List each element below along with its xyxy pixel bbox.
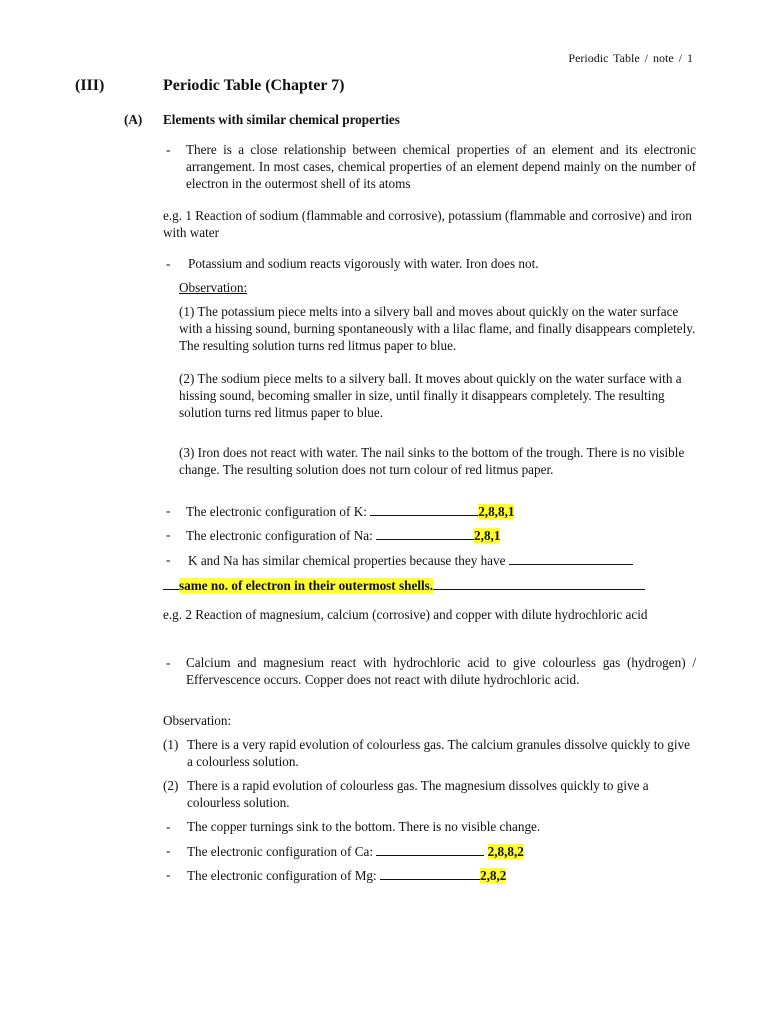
observation-2: There is a rapid evolution of colourless gas. The magnesium dissolves quickly to give a colourless solution. [187, 778, 649, 810]
section-title: Periodic Table (Chapter 7) [163, 77, 345, 94]
similar-answer-line [163, 576, 645, 594]
bullet-dash: - [166, 867, 171, 882]
bullet-dash: - [166, 256, 171, 271]
section-number: (III) [75, 77, 105, 94]
bullet-dash: - [166, 655, 171, 670]
bullet-dash: - [166, 503, 171, 518]
example-1-bullet: Potassium and sodium reacts vigorously with water. Iron does not. [188, 256, 539, 271]
config-mg-line [187, 866, 506, 884]
config-ca-line [187, 842, 524, 860]
bullet-dash: - [166, 552, 171, 567]
answer-blank [509, 551, 633, 565]
config-k-label: The electronic configuration of K: [186, 504, 367, 519]
bullet-dash: - [166, 142, 171, 157]
answer-blank [380, 866, 480, 880]
answer-blank [163, 576, 179, 590]
similar-line [188, 551, 633, 569]
config-k-answer: 2,8,8,1 [478, 504, 515, 519]
config-ca-label: The electronic configuration of Ca: [187, 844, 374, 859]
observation-number: (2) [163, 778, 179, 793]
bullet-dash: - [166, 819, 171, 834]
example-1-title: e.g. 1 Reaction of sodium (flammable and corrosive), potassium (flammable and corrosive) and iron with water [163, 208, 692, 240]
bullet-dash: - [166, 843, 171, 858]
running-header: Periodic Table / note / 1 [568, 51, 693, 65]
observation-3: (3) Iron does not react with water. The nail sinks to the bottom of the trough. There is no visible change. The resulting solution does not turn colour of red litmus paper. [179, 445, 685, 477]
answer-blank [376, 842, 484, 856]
observation-label: Observation: [163, 713, 232, 728]
config-ca-answer: 2,8,8,2 [487, 844, 524, 859]
config-k-line [186, 502, 514, 520]
subsection-letter: (A) [124, 112, 143, 127]
observation-1: (1) The potassium piece melts into a silvery ball and moves about quickly on the water surface with a hissing sound, burning spontaneously with a lilac flame, and finally disappears completely. The resulting solution turns red litmus paper to blue. [179, 304, 696, 353]
observation-number: (1) [163, 737, 179, 752]
config-mg-answer: 2,8,2 [479, 868, 507, 883]
observation-2: (2) The sodium piece melts to a silvery ball. It moves about quickly on the water surface with a hissing sound, becoming smaller in size, until finally it disappears completely. The resulting solution turns red litmus paper to blue. [179, 371, 682, 420]
subsection-title: Elements with similar chemical properties [163, 112, 400, 127]
observation-1: There is a very rapid evolution of colourless gas. The calcium granules dissolve quickly to give a colourless solution. [187, 737, 690, 769]
config-na-answer: 2,8,1 [474, 528, 501, 543]
config-mg-label: The electronic configuration of Mg: [187, 868, 377, 883]
answer-blank [370, 502, 478, 516]
example-2-title: e.g. 2 Reaction of magnesium, calcium (corrosive) and copper with dilute hydrochloric acid [163, 607, 648, 622]
bullet-dash: - [166, 527, 171, 542]
config-na-label: The electronic configuration of Na: [186, 528, 373, 543]
similar-answer: same no. of electron in their outermost shells. [179, 578, 434, 593]
similar-text: K and Na has similar chemical properties because they have [188, 553, 506, 568]
intro-paragraph: There is a close relationship between chemical properties of an element and its electronic arrangement. In most cases, chemical properties of an element depend mainly on the number of electron in the outermost shell of its atoms [186, 142, 696, 191]
config-na-line [186, 526, 500, 544]
copper-observation: The copper turnings sink to the bottom. There is no visible change. [187, 819, 541, 834]
answer-blank [433, 576, 645, 590]
observation-label: Observation: [179, 280, 248, 295]
answer-blank [376, 526, 474, 540]
example-2-bullet: Calcium and magnesium react with hydrochloric acid to give colourless gas (hydrogen) / Effervescence occurs. Copper does not react with dilute hydrochloric acid. [186, 655, 696, 687]
